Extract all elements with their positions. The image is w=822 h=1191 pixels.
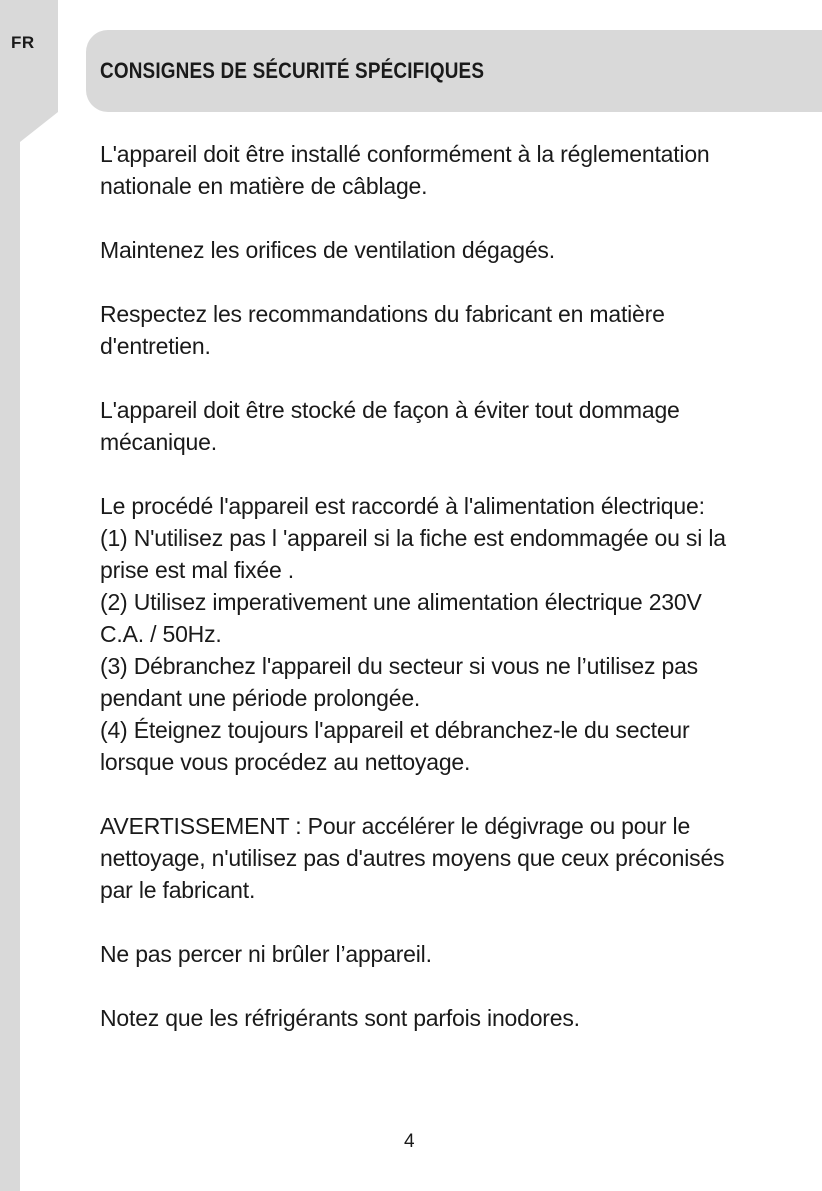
section-title: CONSIGNES DE SÉCURITÉ SPÉCIFIQUES (100, 58, 485, 83)
paragraph-power-intro: Le procédé l'appareil est raccordé à l'alimentation électrique: (100, 493, 705, 519)
paragraph-warning: AVERTISSEMENT : Pour accélérer le dégivrage ou pour le nettoyage, n'utilisez pas d'autres moyens que ceux préconisés par le fabricant. (100, 813, 725, 903)
paragraph-ventilation: Maintenez les orifices de ventilation dégagés. (100, 237, 555, 263)
list-item: (2) Utilisez imperativement une alimentation électrique 230V C.A. / 50Hz. (100, 589, 702, 647)
side-strip (0, 0, 58, 1191)
list-item: (1) N'utilisez pas l 'appareil si la fiche est endommagée ou si la prise est mal fixée . (100, 525, 726, 583)
page-number: 4 (404, 1131, 415, 1152)
language-label: FR (11, 33, 35, 52)
list-item: (4) Éteignez toujours l'appareil et débranchez-le du secteur lorsque vous procédez au nettoyage. (100, 717, 690, 775)
paragraph-no-pierce: Ne pas percer ni brûler l’appareil. (100, 941, 432, 967)
paragraph-storage: L'appareil doit être stocké de façon à éviter tout dommage mécanique. (100, 397, 680, 455)
paragraph-refrigerant: Notez que les réfrigérants sont parfois inodores. (100, 1005, 580, 1031)
paragraph-maintenance: Respectez les recommandations du fabricant en matière d'entretien. (100, 301, 665, 359)
list-item: (3) Débranchez l'appareil du secteur si vous ne l’utilisez pas pendant une période prolongée. (100, 653, 698, 711)
paragraph-installation: L'appareil doit être installé conformément à la réglementation nationale en matière de câblage. (100, 141, 710, 199)
safety-instructions (100, 138, 730, 1034)
